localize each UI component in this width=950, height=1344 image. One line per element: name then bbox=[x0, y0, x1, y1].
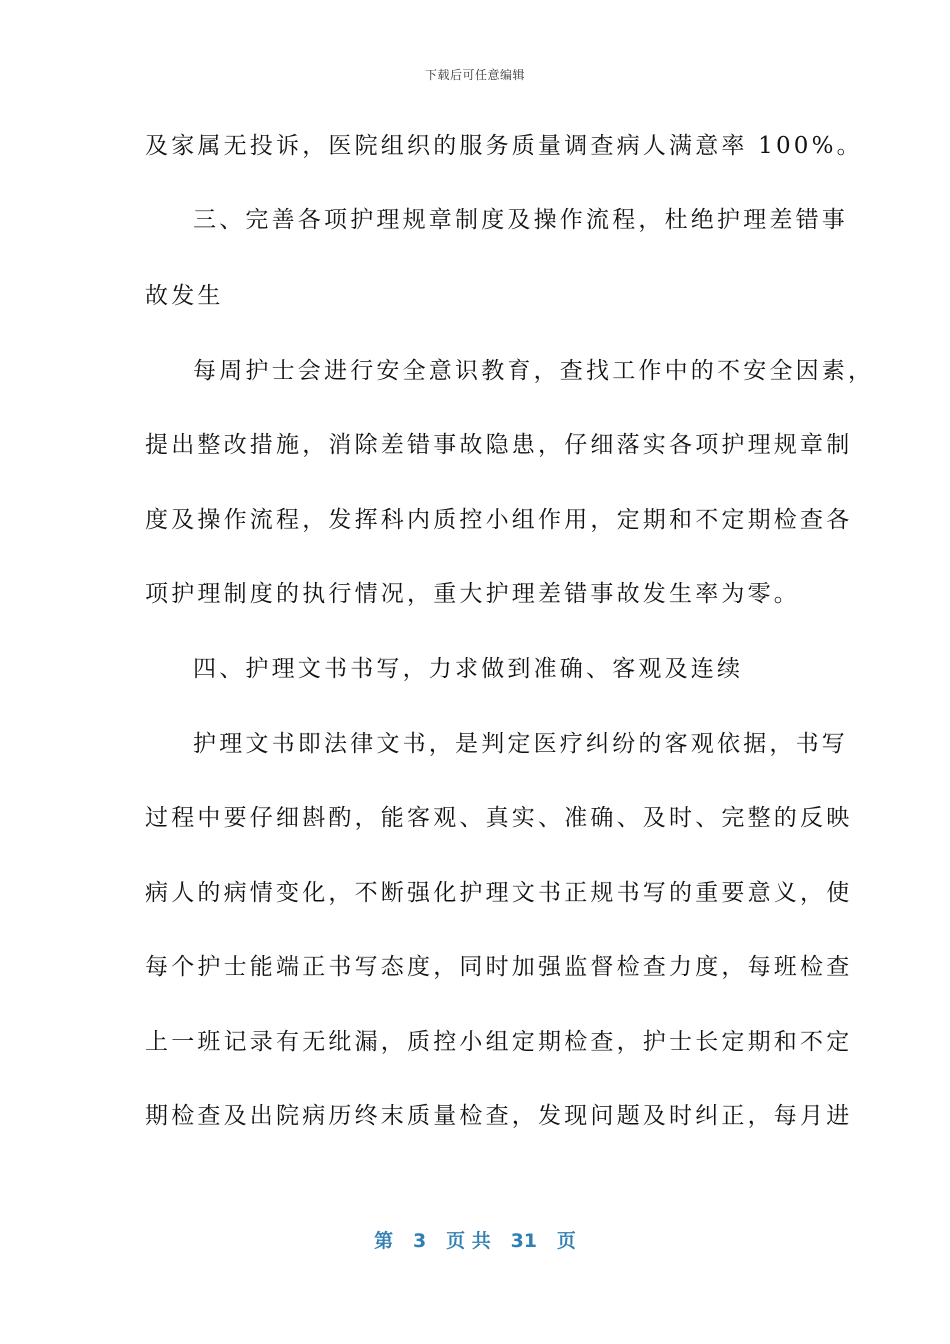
body-line-11: 病人的病情变化，不断强化护理文书正规书写的重要意义，使 bbox=[145, 880, 853, 906]
section-heading-3: 三、完善各项护理规章制度及操作流程，杜绝护理差错事 bbox=[193, 207, 848, 233]
page-footer bbox=[0, 1226, 950, 1253]
body-line-3: 故发生 bbox=[145, 283, 224, 309]
body-line-1: 及家属无投诉，医院组织的服务质量调查病人满意率 100%。 bbox=[145, 133, 863, 159]
body-line-7: 项护理制度的执行情况，重大护理差错事故发生率为零。 bbox=[145, 581, 800, 607]
section-heading-4: 四、护理文书书写，力求做到准确、客观及连续 bbox=[193, 656, 744, 682]
header-note: 下载后可任意编辑 bbox=[424, 68, 525, 82]
body-line-6: 度及操作流程，发挥科内质控小组作用，定期和不定期检查各 bbox=[145, 507, 853, 533]
page-label-prefix: 第 bbox=[374, 1230, 394, 1252]
page-current-number: 3 bbox=[412, 1230, 427, 1252]
body-line-9: 护理文书即法律文书，是判定医疗纠纷的客观依据，书写 bbox=[193, 731, 848, 757]
page-label-middle: 页 共 bbox=[446, 1230, 491, 1252]
body-line-10: 过程中要仔细斟酌，能客观、真实、准确、及时、完整的反映 bbox=[145, 805, 853, 831]
body-line-5: 提出整改措施，消除差错事故隐患，仔细落实各项护理规章制 bbox=[145, 432, 853, 458]
body-line-12: 每个护士能端正书写态度，同时加强监督检查力度，每班检查 bbox=[145, 954, 853, 980]
page-total-number: 31 bbox=[510, 1230, 538, 1252]
body-line-14: 期检查及出院病历终末质量检查，发现问题及时纠正，每月进 bbox=[145, 1103, 853, 1129]
page-label-suffix: 页 bbox=[556, 1230, 576, 1252]
body-line-4: 每周护士会进行安全意识教育，查找工作中的不安全因素， bbox=[193, 358, 875, 384]
body-line-13: 上一班记录有无纰漏，质控小组定期检查，护士长定期和不定 bbox=[145, 1029, 853, 1055]
